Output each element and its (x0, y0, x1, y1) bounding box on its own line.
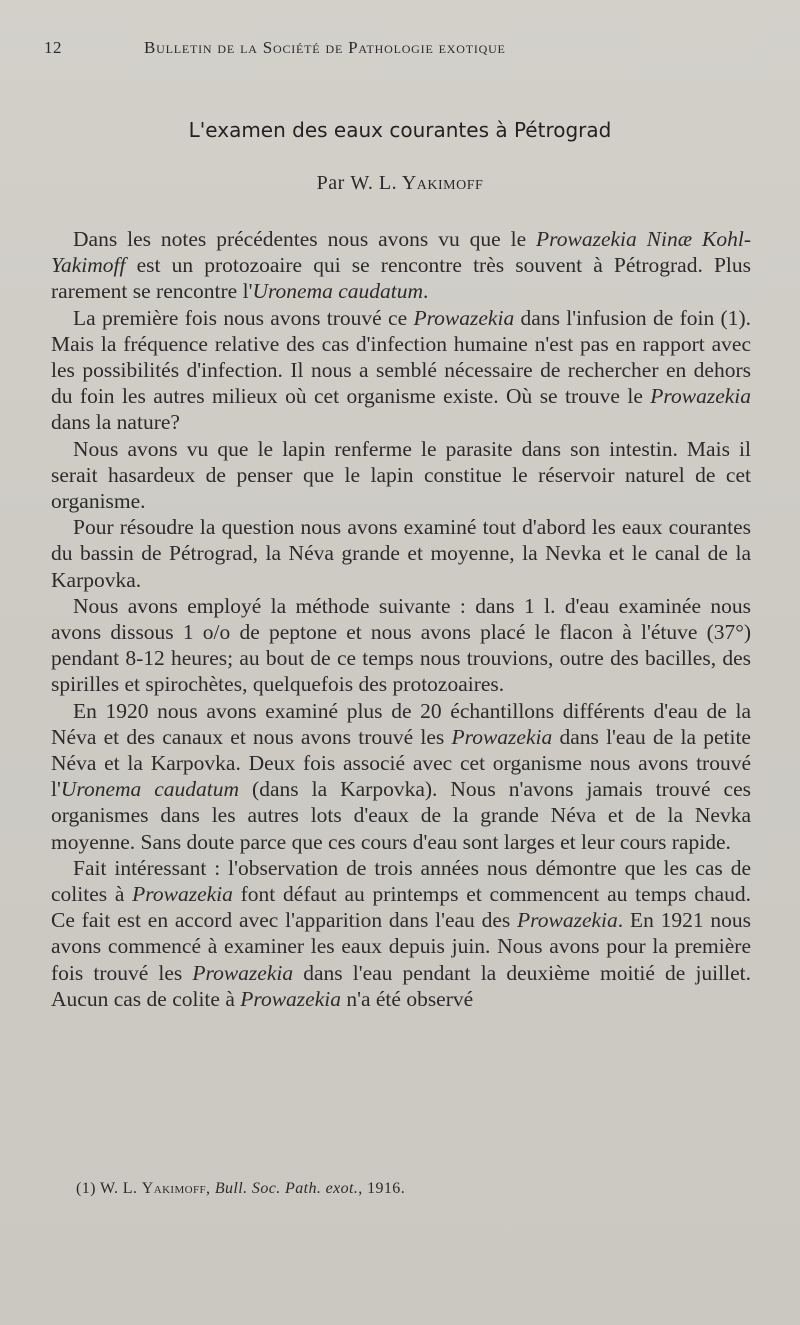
footnote-marker: (1) W. L. (76, 1180, 142, 1197)
taxon-name: Uronema caudatum (60, 777, 240, 802)
taxon-name: Prowazekia (517, 908, 618, 933)
author-name: W. L. Yakimoff (350, 172, 484, 194)
byline-prefix: Par (316, 172, 345, 194)
taxon-name: Prowazekia Ninæ Kohl-Yakimoff (51, 227, 751, 278)
footnote: (1) W. L. Yakimoff, Bull. Soc. Path. exot., 1916. (76, 1180, 406, 1197)
taxon-name: Prowazekia (413, 305, 515, 330)
paragraph-2: La première fois nous avons trouvé ce Prowazekia dans l'infusion de foin (1). Mais la fréquence relative des cas d'infection humaine n'est pas en rapport avec les possibilités d'infection. Il nous a semblé nécessaire de rechercher en dehors du foin les autres milieux où cet organisme existe. Où se trouve le Prowazekia dans la nature? (51, 305, 751, 435)
paragraph-7: Fait intéressant : l'observation de trois années nous démontre que les cas de colites à Prowazekia font défaut au printemps et commencent au temps chaud. Ce fait est en accord avec l'apparition dans l'eau des Prowazekia. En 1921 nous avons commencé à examiner les eaux depuis juin. Nous avons pour la première fois trouvé les Prowazekia dans l'eau pendant la deuxième moitié de juillet. Aucun cas de colite à Prowazekia n'a été observé (51, 855, 752, 1011)
article-title: L'examen des eaux courantes à Pétrograd (188, 118, 612, 142)
taxon-name: Prowazekia (192, 960, 294, 985)
journal-title: Bulletin de la Société de Pathologie exotique (144, 38, 506, 57)
paragraph-1: Dans les notes précédentes nous avons vu que le Prowazekia Ninæ Kohl-Yakimoff est un protozoaire qui se rencontre très souvent à Pétrograd. Plus rarement se rencontre l'Uronema caudatum. (51, 227, 751, 304)
taxon-name: Prowazekia (451, 724, 553, 749)
taxon-name: Prowazekia (240, 986, 341, 1011)
article-body (51, 226, 751, 1012)
taxon-name: Prowazekia (132, 882, 233, 907)
footnote-journal: Bull. Soc. Path. exot. (214, 1180, 359, 1197)
byline (0, 172, 800, 195)
taxon-name: Prowazekia (650, 384, 751, 409)
paragraph-6: En 1920 nous avons examiné plus de 20 échantillons différents d'eau de la Néva et des canaux et nous avons trouvé les Prowazekia dans l'eau de la petite Néva et la Karpovka. Deux fois associé avec cet organisme nous avons trouvé l'Uronema caudatum (dans la Karpovka). Nous n'avons jamais trouvé ces organismes dans les autres lots d'eaux de la grande Néva et de la Nevka moyenne. Sans doute parce que ces cours d'eau sont larges et leur cours rapide. (51, 698, 751, 854)
page-number: 12 (44, 38, 62, 57)
paragraph-4: Pour résoudre la question nous avons examiné tout d'abord les eaux courantes du bassin de Pétrograd, la Néva grande et moyenne, la Nevka et le canal de la Karpovka. (51, 515, 751, 592)
running-head (44, 38, 760, 62)
footnote-author: Yakimoff (141, 1180, 207, 1197)
paragraph-3: Nous avons vu que le lapin renferme le parasite dans son intestin. Mais il serait hasardeux de penser que le lapin constitue le réservoir naturel de cet organisme. (51, 436, 751, 514)
taxon-name: Uronema caudatum (252, 279, 424, 304)
paragraph-5: Nous avons employé la méthode suivante : dans 1 l. d'eau examinée nous avons dissous 1 o/o de peptone et nous avons placé le flacon à l'étuve (37°) pendant 8-12 heures; au bout de ce temps nous trouvions, outre des bacilles, des spirilles et spirochètes, quelquefois des protozoaires. (51, 593, 751, 697)
footnote-year: , 1916. (358, 1180, 406, 1197)
